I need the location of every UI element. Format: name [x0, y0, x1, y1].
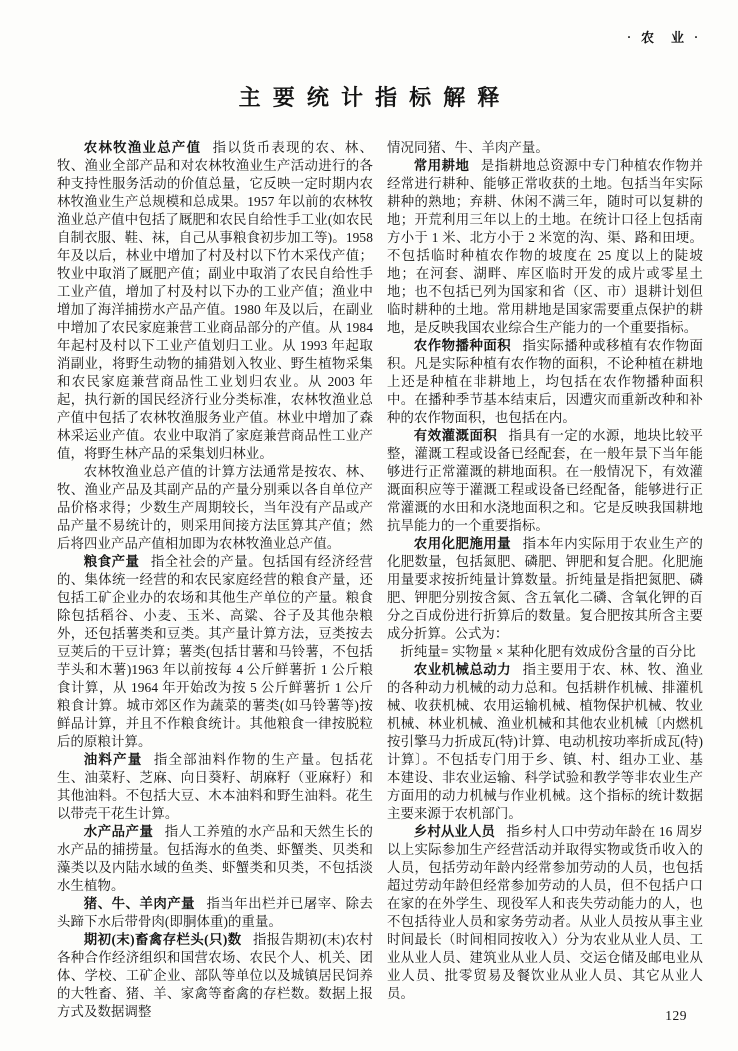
entry-text: 指具有一定的水源，地块比较平整，灌溉工程或设备已经配套，在一般年景下当年能够进行正常灌溉的耕地面积。在一般情况下，有效灌溉面积应等于灌溉工程或设备已经配备，能够进行正常灌溉的水田和水浇地面积之和。它是反映我国耕地抗旱能力的一个重要指标。 [387, 428, 703, 533]
entry-text: 指主要用于农、林、牧、渔业的各种动力机械的动力总和。包括耕作机械、排灌机械、收获机械、农用运输机械、植物保护机械、牧业机械、林业机械、渔业机械和其他农业机械〔内燃机按引擎马力折成瓦(特)计算、电动机按功率折成瓦(特)计算〕。不包括专门用于乡、镇、村、组办工业、基本建设、非农业运输、科学试验和教学等非农业生产方面用的动力机械与作业机械。这个指标的统计数据主要来源于农机部门。 [387, 662, 703, 821]
entry-term: 粮食产量 [83, 554, 140, 569]
entry-text: 指当年出栏并已屠宰、除去头蹄下水后带骨肉(即胴体重)的重量。 [57, 896, 373, 929]
entry-term: 有效灌溉面积 [413, 428, 498, 443]
entry-term: 油料产量 [83, 752, 143, 767]
entry-term: 猪、牛、羊肉产量 [83, 896, 196, 911]
entry-term: 乡村从业人员 [413, 824, 496, 839]
entry-irrigated-area [387, 427, 703, 535]
entry-fertilizer-use [387, 535, 703, 643]
entry-text: 指全社会的产量。包括国有经济经营的、集体统一经营的和农民家庭经营的粮食产量，还包括工矿企业办的农场和其他生产单位的产量。粮食除包括稻谷、小麦、玉米、高粱、谷子及其他杂粮外，还包括薯类和豆类。其产量计算方法，豆类按去豆荚后的干豆计算；薯类(包括甘薯和马铃薯，不包括芋头和木薯)1963 年以前按每 4 公斤鲜薯折 1 公斤粮食计算，从 1964 年开始改为按 5 公斤鲜薯折 1 公斤粮食计算。城市郊区作为蔬菜的薯类(如马铃薯等)按鲜品计算，并且不作粮食统计。其他粮食一律按脱粒后的原粮计算。 [57, 554, 373, 749]
entry-agricultural-machinery-power [387, 661, 703, 823]
entry-grain-output [57, 553, 373, 751]
entry-term: 常用耕地 [413, 158, 470, 173]
right-column [387, 139, 703, 1021]
running-head-dot-left: · [626, 30, 633, 44]
left-column [57, 139, 373, 1021]
entry-livestock-inventory [57, 931, 373, 1021]
entry-gross-output-value [57, 139, 373, 463]
entry-text: 指乡村人口中劳动年龄在 16 周岁以上实际参加生产经营活动并取得实物或货币收入的人员，包括劳动年龄内经常参加劳动的人员，也包括超过劳动年龄但经常参加劳动的人员，但不包括户口在家的在外学生、现役军人和丧失劳动能力的人，也不包括待业人员和家务劳动者。从业人员按从事主业时间最长（时间相同按收入）分为农业从业人员、工业从业人员、建筑业从业人员、交运仓储及邮电业从业人员、批零贸易及餐饮业从业人员、其它从业人员。 [387, 824, 703, 1001]
entry-text: 是指耕地总资源中专门种植农作物并经常进行耕种、能够正常收获的土地。包括当年实际耕种的熟地；弃耕、休闲不满三年，随时可以复耕的地；开荒利用三年以上的土地。在统计口径上包括南方小于 1 米、北方小于 2 米宽的沟、渠、路和田埂。不包括临时种植农作物的坡度在 25 度以上的陡坡地；在河套、湖畔、库区临时开发的成片或零星土地；也不包括已列为国家和省（区、市）退耕计划但临时耕种的土地。常用耕地是国家需要重点保护的耕地，是反映我国农业综合生产能力的一个重要指标。 [387, 158, 703, 335]
running-head-dot-right: · [693, 30, 700, 44]
entry-text: 指报告期初(末)农村各种合作经济组织和国营农场、农民个人、机关、团体、学校、工矿企业、部队等单位以及城镇居民饲养的大牲畜、猪、羊、家禽等畜禽的存栏数。数据上报方式及数据调整 [57, 932, 373, 1019]
entry-rural-employed-persons [387, 823, 703, 1003]
page-number: 129 [665, 1008, 687, 1023]
page-title: 主要统计指标解释 [238, 84, 512, 110]
entry-sown-area [387, 337, 703, 427]
entry-text: 农林牧渔业总产值的计算方法通常是按农、林、牧、渔业产品及其副产品的产量分别乘以各自单位产品价格求得；少数生产周期较长，当年没有产品或产品产量不易统计的，则采用间接方法匡算其产值；然后将四业产品产值相加即为农林牧渔业总产值。 [57, 464, 373, 551]
entry-text: 指全部油料作物的生产量。包括花生、油菜籽、芝麻、向日葵籽、胡麻籽（亚麻籽）和其他油料。不包括大豆、木本油料和野生油料。花生以带壳干花生计算。 [57, 752, 374, 821]
entry-text: 指人工养殖的水产品和天然生长的水产品的捕捞量。包括海水的鱼类、虾蟹类、贝类和藻类以及内陆水域的鱼类、虾蟹类和贝类，不包括淡水生植物。 [57, 824, 373, 893]
entry-aquatic-products-output [57, 823, 373, 895]
entry-term: 农林牧渔业总产值 [83, 140, 202, 155]
fertilizer-conversion-formula [387, 643, 703, 661]
entry-text: 指以货币表现的农、林、牧、渔业全部产品和对农林牧渔业生产活动进行的各种支持性服务活动的价值总量，它反映一定时期内农林牧渔业生产总规模和总成果。1957 年以前的农林牧渔业总产值中包括了厩肥和农民自给性手工业(如农民自制衣服、鞋、袜，自己从事粮食初步加工等)。1958 年及以后，林业中增加了村及村以下竹木采伐产值；牧业中取消了厩肥产值；副业中取消了农民自给性手工业产值，增加了村及村以下办的工业产值；渔业中增加了海洋捕捞水产品产值。1980 年及以后，在副业中增加了农民家庭兼营工业商品部分的产值。从 1984 年起村及村以下工业产值划归工业。从 1993 年起取消副业，将野生动物的捕猎划入牧业、野生植物采集和农民家庭兼营商品性工业划归农业。从 2003 年起，执行新的国民经济行业分类标准，农林牧渔业总产值中包括了农林牧渔服务业产值。林业中增加了森林采运业产值。农业中取消了家庭兼营商品性工业产值，将野生林产品的采集划归林业。 [57, 140, 373, 461]
entry-livestock-inventory-continuation [387, 139, 703, 157]
entry-text: 指本年内实际用于农业生产的化肥数量，包括氮肥、磷肥、钾肥和复合肥。化肥施用量要求按折纯量计算数量。折纯量是指把氮肥、磷肥、钾肥分别按含氮、含五氧化二磷、含氧化钾的百分之百成份进行折算后的数量。复合肥按其所含主要成分折算。公式为： [387, 536, 703, 641]
entry-term: 农用化肥施用量 [413, 536, 512, 551]
entry-text: 情况同猪、牛、羊肉产量。 [387, 140, 549, 155]
entry-oil-crops-output [57, 751, 373, 823]
text-columns [57, 139, 703, 1021]
entry-meat-output [57, 895, 373, 931]
formula-text: 折纯量= 实物量 × 某种化肥有效成份含量的百分比 [400, 644, 696, 659]
entry-term: 水产品产量 [83, 824, 154, 839]
entry-text: 指实际播种或移植有农作物面积。凡是实际种植有农作物的面积，不论种植在耕地上还是种植在非耕地上，均包括在农作物播种面积中。在播种季节基本结束后，因遭灾而重新改种和补种的农作物面积，也包括在内。 [387, 338, 703, 425]
running-head [627, 27, 700, 46]
entry-term: 期初(末)畜禽存栏头(只)数 [83, 932, 242, 947]
running-head-section-label: 农 业 [640, 30, 686, 45]
entry-term: 农业机械总动力 [413, 662, 512, 677]
entry-term: 农作物播种面积 [413, 338, 512, 353]
entry-gross-output-method [57, 463, 373, 553]
entry-cultivated-land [387, 157, 703, 337]
